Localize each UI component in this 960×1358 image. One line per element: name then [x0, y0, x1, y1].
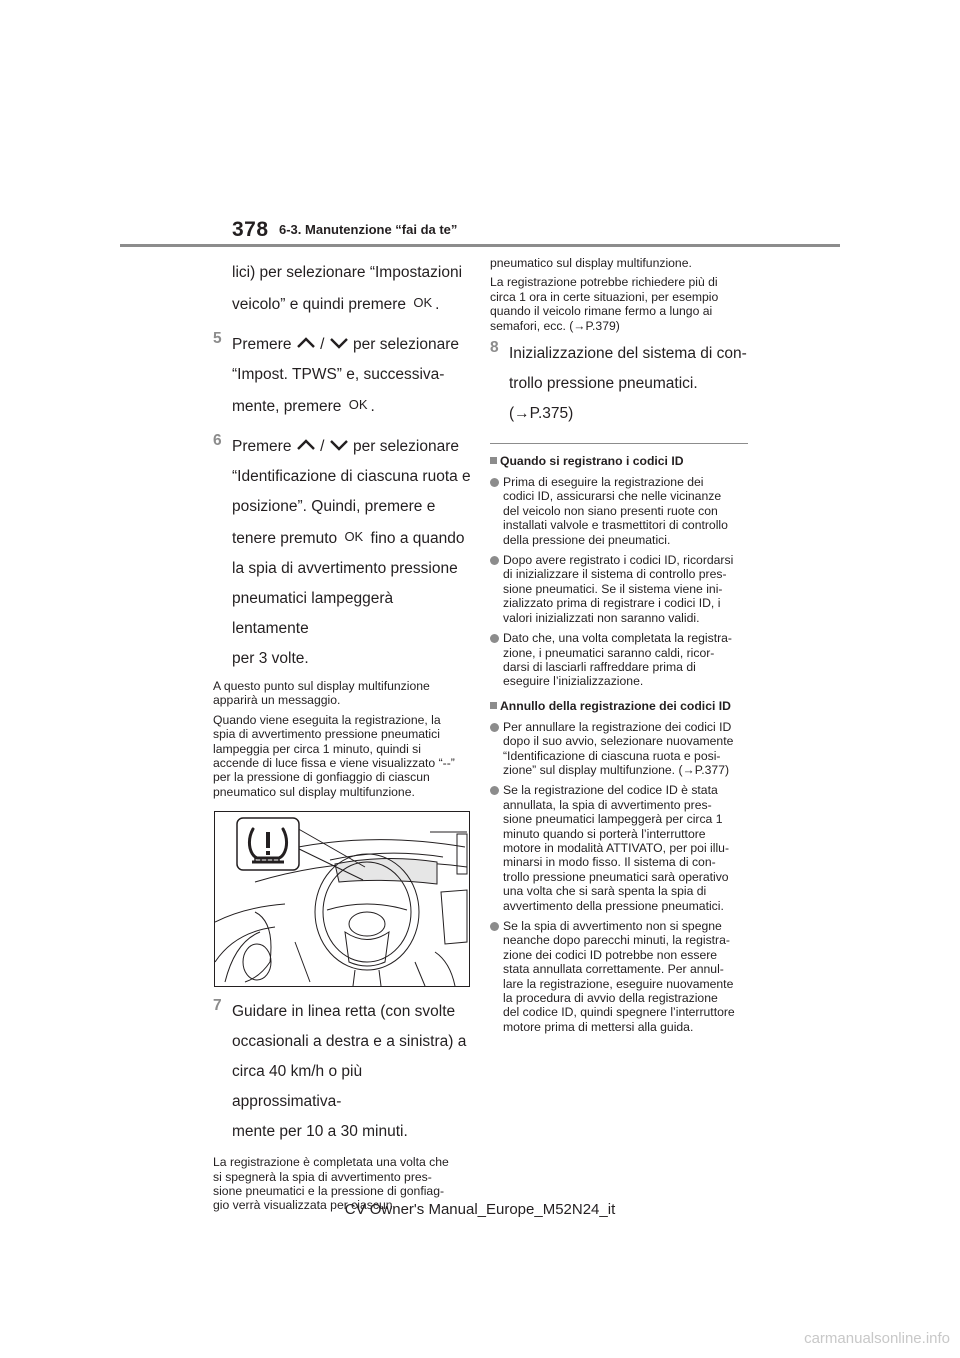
note-line: pneumatico sul display multifunzione. [213, 784, 415, 799]
round-bullet-icon [490, 723, 499, 732]
step-5-text-a: Premere [232, 336, 292, 353]
step-6-text-c: tenere premuto [232, 530, 338, 547]
step-6-number: 6 [213, 432, 222, 449]
section-divider [490, 443, 748, 444]
round-bullet-icon [490, 556, 499, 565]
step-6-line6: pneumatici lampeggerà lentamente [232, 590, 394, 637]
chevron-up-icon [296, 337, 316, 349]
step-6 [213, 432, 471, 674]
step-7-line2: occasionali a destra e a sinistra) a [232, 1033, 467, 1051]
bullet-line: avvertimento della pressione pneumatici. [503, 898, 724, 913]
note-line: Quando viene eseguita la registrazione, la [213, 712, 441, 727]
page-reference-link[interactable]: semafori, ecc. (→P.379) [490, 318, 620, 333]
bullet-line: sione pneumatici lampeggerà per circa 1 [503, 812, 723, 827]
bullet-line: motore in modalità ATTIVATO, per poi illu- [503, 840, 730, 855]
right-column [490, 256, 752, 1034]
note-line: apparirà un messaggio. [213, 693, 341, 708]
bullet-line: del codice ID, quindi spegnere l’interruttore [503, 1005, 735, 1020]
step-7 [213, 997, 471, 1147]
bullet-line: neanche dopo parecchi minuti, la registra- [503, 933, 730, 948]
note-duration [490, 275, 752, 333]
note-line: lampeggia per circa 1 minuto, quindi si [213, 741, 421, 756]
bullet-line: Prima di eseguire la registrazione dei [503, 475, 704, 490]
bullet-line: “Identificazione di ciascuna ruota e posi- [503, 748, 721, 763]
step-5-line1 [232, 330, 471, 360]
step-6-line5: la spia di avvertimento pressione [232, 560, 458, 577]
step4-continuation-line1: lici) per selezionare “Impostazioni [232, 264, 463, 281]
step-6-line2: “Identificazione di ciascuna ruota e [232, 468, 471, 485]
step-7-line3: circa 40 km/h o più approssimativa- [232, 1063, 363, 1111]
note-line: A questo punto sul display multifunzione [213, 679, 430, 693]
chevron-down-icon [329, 337, 349, 349]
chevron-up-icon [296, 439, 316, 451]
bullet-line: sione pneumatici. Se il sistema viene ini- [503, 581, 723, 596]
note-line: La registrazione potrebbe richiedere più di [490, 275, 718, 290]
section-heading-text: Quando si registrano i codici ID [500, 454, 684, 469]
bullet-line: della pressione dei pneumatici. [503, 532, 671, 547]
step-6-text-d: fino a quando [370, 530, 465, 547]
bullet-line: annullata, la spia di avvertimento pres- [503, 797, 712, 812]
note-line: pneumatico sul display multifunzione. [490, 256, 692, 270]
left-column [213, 258, 471, 1213]
step-6-line3: posizione”. Quindi, premere e [232, 498, 436, 515]
step4-period: . [435, 296, 440, 313]
dashboard-drawing [215, 812, 469, 986]
step-5 [213, 330, 471, 422]
note-continuation [490, 256, 752, 270]
bullet-line: zializzato prima di registrare i codici ID, i [503, 596, 721, 611]
note-registration [213, 713, 471, 799]
bullet-item [490, 919, 752, 1034]
bullet-line: lare la registrazione, eseguire nuovamente [503, 976, 734, 991]
step-5-line3 [232, 390, 471, 422]
section-heading-cancel [490, 699, 752, 714]
step-5-text-b: per selezionare [353, 336, 459, 353]
bullet-item [490, 783, 752, 913]
section-heading-text: Annullo della registrazione dei codici ID [500, 698, 731, 713]
step-7-line4: mente per 10 a 30 minuti. [232, 1123, 408, 1141]
step-8 [490, 339, 752, 429]
bullet-line: zione dei codici ID potrebbe non essere [503, 947, 718, 962]
step-5-text-c: mente, premere [232, 398, 342, 415]
bullet-line: minarsi in modo fisso. Il sistema di con- [503, 855, 716, 870]
note-line: spia di avvertimento pressione pneumatici [213, 727, 440, 742]
square-bullet-icon [490, 457, 497, 464]
note-line: accende di luce fissa e viene visualizzato “--” [213, 756, 455, 771]
bullet-item [490, 475, 752, 547]
bullet-line: Dato che, una volta completata la registra- [503, 631, 732, 646]
ok-button-icon: OK [344, 529, 364, 544]
bullet-line: zione” sul display multifunzione. (→P.377) [503, 762, 730, 777]
chevron-down-icon [329, 439, 349, 451]
step-8-line2: trollo pressione pneumatici. [509, 375, 698, 393]
bullet-line: di inizializzare il sistema di controllo pres- [503, 567, 727, 582]
step-7-number: 7 [213, 997, 222, 1015]
step4-continuation-line2 [213, 288, 471, 320]
bullet-line: zione, i pneumatici saranno caldi, ricor- [503, 645, 715, 660]
step-8-number: 8 [490, 339, 499, 357]
bullet-line: Per annullare la registrazione dei codici ID [503, 719, 732, 734]
note-line: sione pneumatici e la pressione di gonfiag- [213, 1184, 445, 1199]
step-5-line2: “Impost. TPWS” e, successiva- [232, 366, 445, 383]
page-reference-link[interactable]: (→P.375) [509, 405, 574, 423]
bullet-line: stata annullata correttamente. Per annul- [503, 962, 724, 977]
round-bullet-icon [490, 922, 499, 931]
bullet-item [490, 631, 752, 689]
step-6-slash: / [320, 438, 325, 455]
section-heading-registration [490, 454, 752, 469]
bullet-line: la procedura di avvio della registrazione [503, 991, 718, 1006]
ok-button-icon: OK [348, 397, 368, 412]
step-5-slash: / [320, 336, 325, 353]
ok-button-icon: OK [413, 295, 433, 310]
bullet-line: Se la registrazione del codice ID è stata [503, 783, 718, 798]
bullet-item [490, 720, 752, 778]
step-5-period: . [370, 398, 375, 415]
bullet-line: trollo pressione pneumatici sarà operativo [503, 869, 729, 884]
footer-manual-name: CV Owner's Manual_Europe_M52N24_it [344, 1201, 616, 1218]
bullet-line: darsi di lasciarli raffreddare prima di [503, 659, 696, 674]
bullet-line: valori inizializzati non saranno validi. [503, 610, 700, 625]
bullet-line: eseguire l’inizializzazione. [503, 674, 644, 689]
bullet-line: codici ID, assicurarsi che nelle vicinanze [503, 489, 722, 504]
bullet-line: motore prima di mettersi alla guida. [503, 1019, 694, 1034]
round-bullet-icon [490, 786, 499, 795]
bullet-line: Dopo avere registrato i codici ID, ricordarsi [503, 553, 734, 568]
page-number: 378 [232, 218, 269, 241]
note-line: quando il veicolo rimane fermo a lungo ai [490, 304, 713, 319]
note-line: circa 1 ora in certe situazioni, per esempio [490, 289, 719, 304]
bullet-line: del veicolo non siano presenti ruote con [503, 503, 718, 518]
step-7-line1: Guidare in linea retta (con svolte [232, 1003, 456, 1021]
note-line: per la pressione di gonfiaggio di ciascun [213, 770, 430, 785]
note-line: gio verrà visualizzata per ciascun [213, 1198, 393, 1213]
header-rule [120, 244, 840, 247]
site-watermark: carmanualsonline.info [804, 1330, 950, 1347]
note-line: si spegnerà la spia di avvertimento pres- [213, 1169, 432, 1184]
step-6-text-b: per selezionare [353, 438, 459, 455]
step-6-line1 [232, 432, 471, 462]
step4-text: veicolo” e quindi premere [232, 296, 407, 313]
round-bullet-icon [490, 478, 499, 487]
square-bullet-icon [490, 702, 497, 709]
step-6-text-a: Premere [232, 438, 292, 455]
round-bullet-icon [490, 634, 499, 643]
bullet-line: installati valvole e trasmettitori di controllo [503, 518, 728, 533]
bullet-line: minuto quando si porterà l’interruttore [503, 826, 706, 841]
note-message [213, 679, 471, 708]
step-8-line1: Inizializzazione del sistema di con- [509, 345, 747, 363]
dashboard-illustration [214, 811, 470, 987]
bullet-line: Se la spia di avvertimento non si spegne [503, 919, 722, 933]
section-title: 6-3. Manutenzione “fai da te” [279, 222, 458, 237]
step-6-line4 [232, 522, 471, 554]
bullet-line: una volta che si sarà spenta la spia di [503, 884, 707, 899]
bullet-item [490, 553, 752, 625]
step-5-number: 5 [213, 330, 222, 347]
note-line: La registrazione è completata una volta che [213, 1155, 449, 1170]
step-6-line7: per 3 volte. [232, 650, 309, 667]
bullet-line: dopo il suo avvio, selezionare nuovamente [503, 734, 734, 749]
